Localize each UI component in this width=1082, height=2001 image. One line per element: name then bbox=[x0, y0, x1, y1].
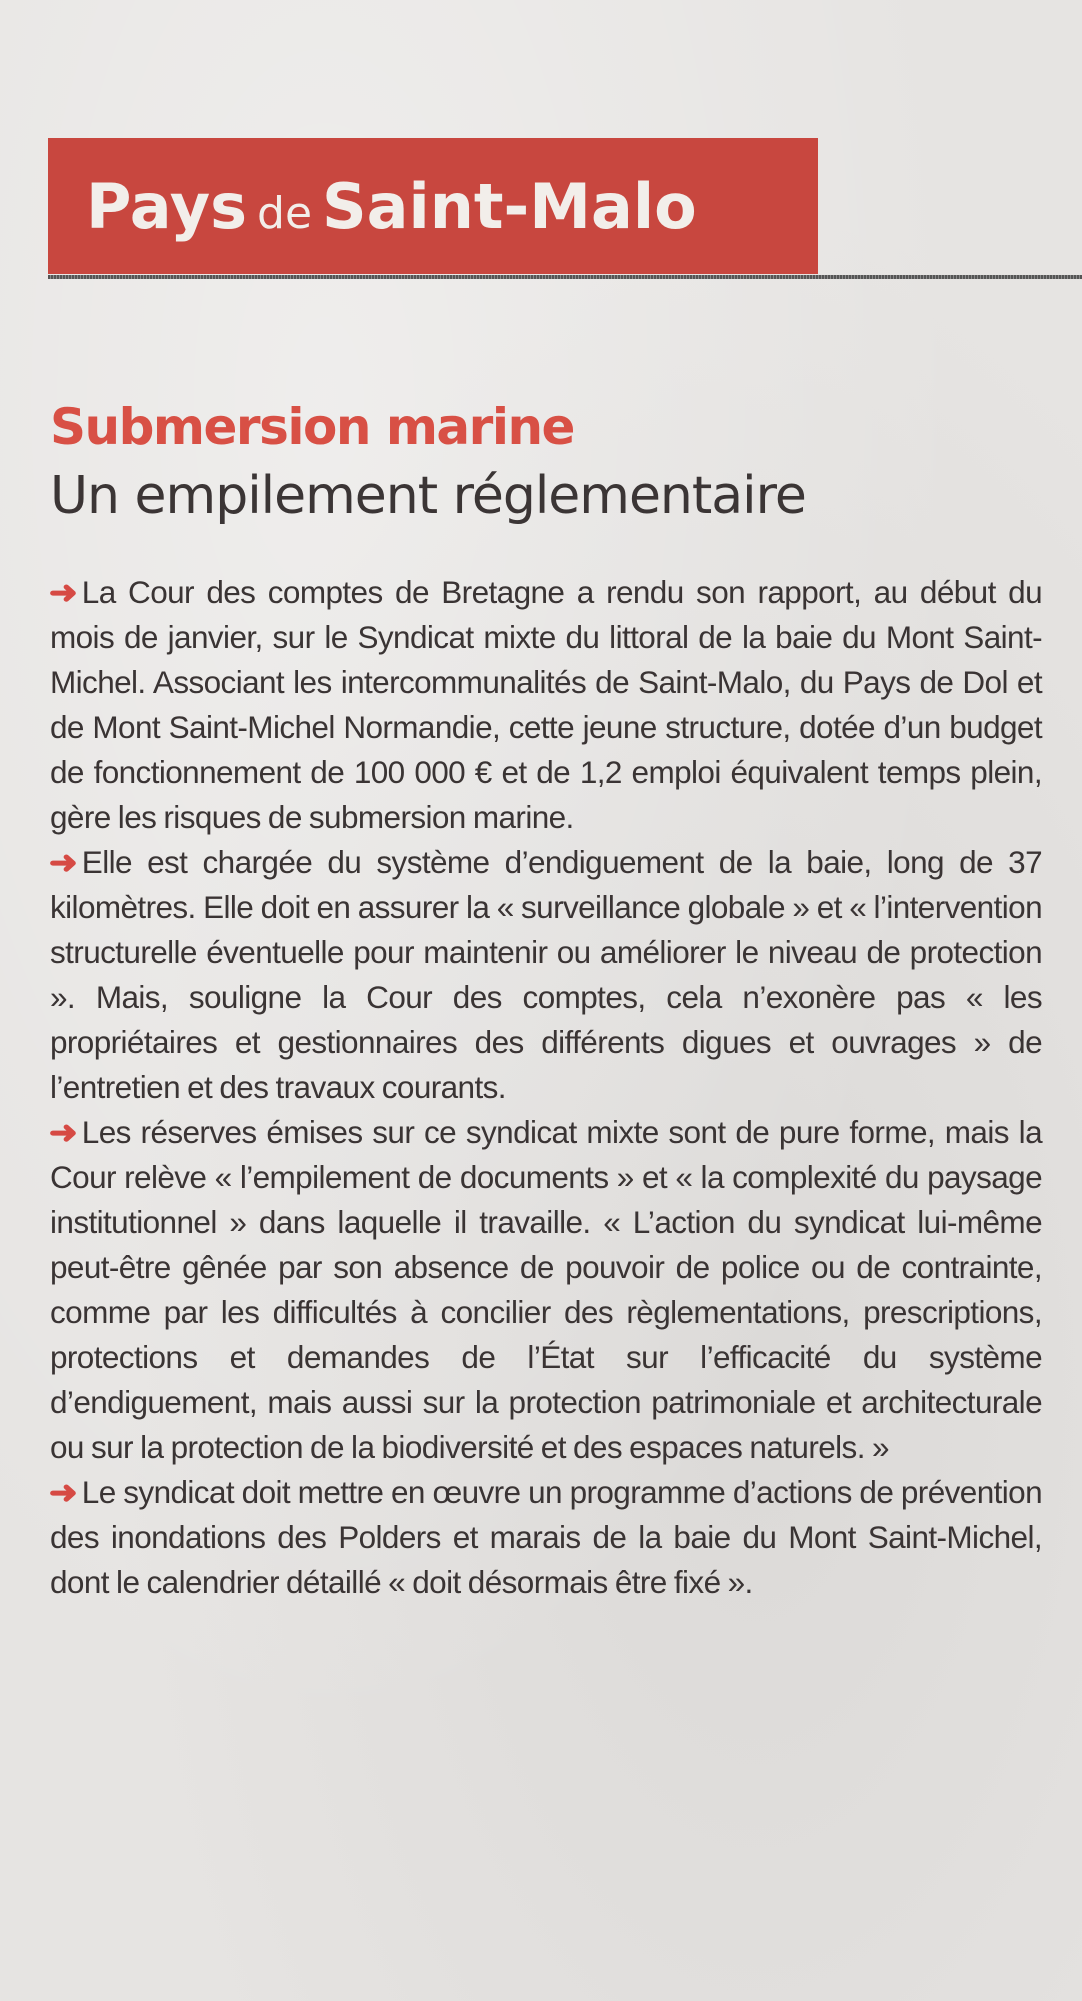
section-rubric-band bbox=[48, 138, 818, 274]
article-paragraph bbox=[50, 570, 1042, 840]
article-headline: Un empilement réglementaire bbox=[50, 466, 806, 526]
article-body bbox=[50, 570, 1042, 1605]
article-paragraph bbox=[50, 840, 1042, 1110]
article-paragraph bbox=[50, 1470, 1042, 1605]
rubric-part-saint-malo: Saint-Malo bbox=[322, 169, 697, 243]
paragraph-text: Elle est chargée du système d’endiguement de la baie, long de 37 kilomètres. Elle doit en assurer la « surveillance globale » et « l’intervention structurelle éventuelle pour maintenir ou améliorer le niveau de protection ». Mais, souligne la Cour des comptes, cela n’exonère pas « les propriétaires et gestionnaires des différents digues et ouvrages » de l’entretien et des travaux courants. bbox=[50, 844, 1042, 1105]
arrow-bullet-icon: ➜ bbox=[48, 1114, 78, 1150]
arrow-bullet-icon: ➜ bbox=[48, 844, 78, 880]
section-divider-rule bbox=[48, 275, 1082, 279]
rubric-part-pays: Pays bbox=[86, 169, 248, 243]
arrow-bullet-icon: ➜ bbox=[48, 574, 78, 610]
paragraph-text: Les réserves émises sur ce syndicat mixte sont de pure forme, mais la Cour relève « l’empilement de documents » et « la complexité du paysage institutionnel » dans laquelle il travaille. « L’action du syndicat lui-même peut-être gênée par son absence de pouvoir de police ou de contrainte, comme par les difficultés à concilier des règlementations, prescriptions, protections et demandes de l’État sur l’efficacité du système d’endiguement, mais aussi sur la protection patrimoniale et architecturale ou sur la protection de la biodiversité et des espaces naturels. » bbox=[50, 1114, 1042, 1465]
arrow-bullet-icon: ➜ bbox=[48, 1474, 78, 1510]
article-paragraph bbox=[50, 1110, 1042, 1470]
article-kicker: Submersion marine bbox=[50, 398, 574, 456]
paragraph-text: Le syndicat doit mettre en œuvre un programme d’actions de prévention des inondations des Polders et marais de la baie du Mont Saint-Michel, dont le calendrier détaillé « doit désormais être fixé ». bbox=[50, 1474, 1042, 1600]
section-rubric-title bbox=[86, 170, 697, 243]
paragraph-text: La Cour des comptes de Bretagne a rendu son rapport, au début du mois de janvier, sur le Syndicat mixte du littoral de la baie du Mont Saint-Michel. Associant les intercommunalités de Saint-Malo, du Pays de Dol et de Mont Saint-Michel Normandie, cette jeune structure, dotée d’un budget de fonctionnement de 100 000 € et de 1,2 emploi équivalent temps plein, gère les risques de submersion marine. bbox=[50, 574, 1042, 835]
rubric-part-de: de bbox=[257, 187, 313, 239]
